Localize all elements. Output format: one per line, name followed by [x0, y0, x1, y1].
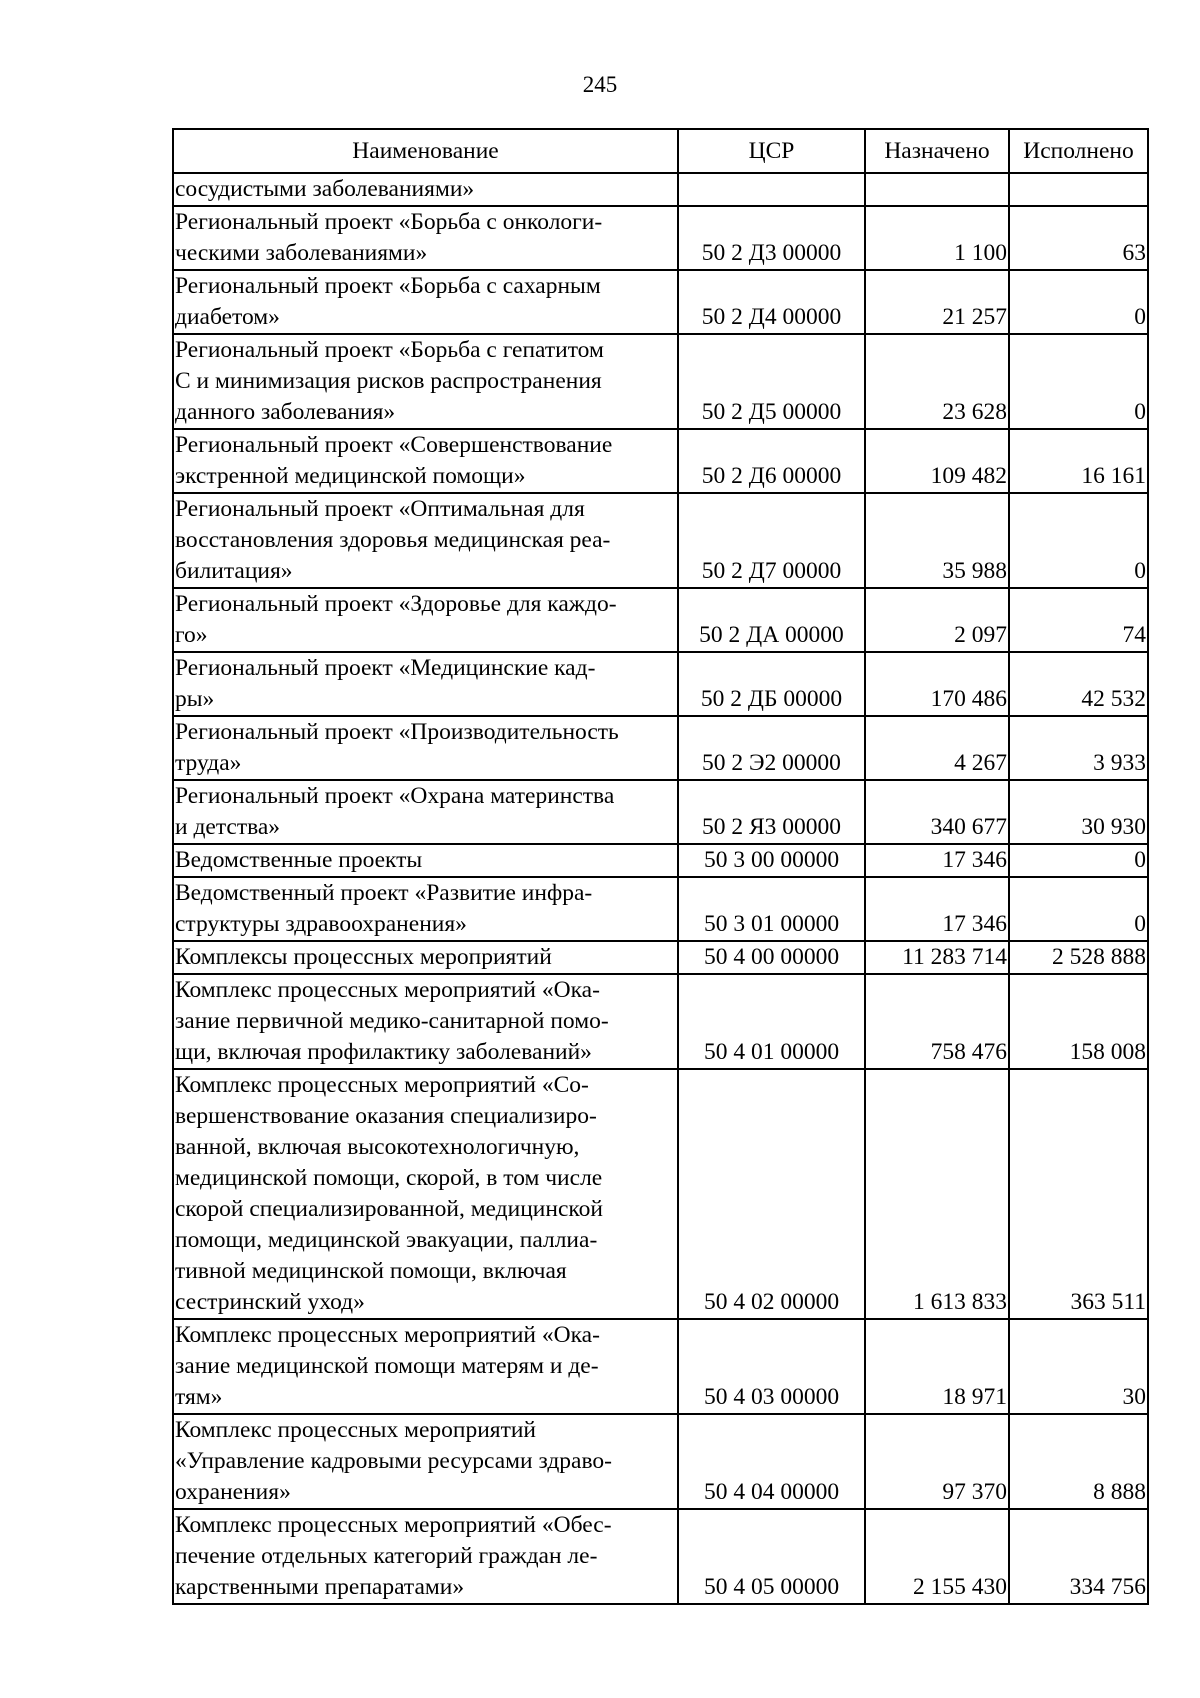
- table-row: [173, 1509, 1148, 1604]
- row-executed-cell: 74: [1009, 588, 1148, 652]
- row-assigned-cell: 2 097: [865, 588, 1009, 652]
- table-row: [173, 941, 1148, 974]
- table-row: [173, 1319, 1148, 1414]
- row-csr-cell: 50 2 Д7 00000: [678, 493, 865, 588]
- row-csr-cell: 50 2 Я3 00000: [678, 780, 865, 844]
- row-assigned-cell: 758 476: [865, 974, 1009, 1069]
- row-executed-cell: 42 532: [1009, 652, 1148, 716]
- row-csr-cell: 50 4 03 00000: [678, 1319, 865, 1414]
- row-assigned-cell: 18 971: [865, 1319, 1009, 1414]
- row-executed-cell: 0: [1009, 844, 1148, 877]
- row-csr-cell: 50 2 ДА 00000: [678, 588, 865, 652]
- row-name-cell: Региональный проект «Здоровье для каждо- го»: [173, 588, 678, 652]
- row-executed-cell: 0: [1009, 877, 1148, 941]
- table-row: [173, 173, 1148, 206]
- row-name-cell: Региональный проект «Оптимальная для восстановления здоровья медицинская реа- билитация»: [173, 493, 678, 588]
- row-executed-cell: 63: [1009, 206, 1148, 270]
- row-csr-cell: 50 4 05 00000: [678, 1509, 865, 1604]
- row-executed-cell: [1009, 173, 1148, 206]
- table-row: [173, 716, 1148, 780]
- table-row: [173, 270, 1148, 334]
- row-executed-cell: 3 933: [1009, 716, 1148, 780]
- row-executed-cell: 158 008: [1009, 974, 1148, 1069]
- row-name-cell: Комплекс процессных мероприятий «Обес- печение отдельных категорий граждан ле- карственными препаратами»: [173, 1509, 678, 1604]
- row-executed-cell: 16 161: [1009, 429, 1148, 493]
- row-assigned-cell: 21 257: [865, 270, 1009, 334]
- row-name-cell: Комплекс процессных мероприятий «Ока- зание первичной медико-санитарной помо- щи, включая профилактику заболеваний»: [173, 974, 678, 1069]
- header-assigned: Назначено: [865, 129, 1009, 173]
- row-assigned-cell: 1 613 833: [865, 1069, 1009, 1319]
- table-row: [173, 974, 1148, 1069]
- budget-table: [172, 128, 1149, 1605]
- header-name: Наименование: [173, 129, 678, 173]
- row-assigned-cell: 1 100: [865, 206, 1009, 270]
- table-row: [173, 877, 1148, 941]
- row-csr-cell: 50 2 Э2 00000: [678, 716, 865, 780]
- row-executed-cell: 30 930: [1009, 780, 1148, 844]
- row-executed-cell: 363 511: [1009, 1069, 1148, 1319]
- row-csr-cell: 50 2 ДБ 00000: [678, 652, 865, 716]
- row-assigned-cell: 4 267: [865, 716, 1009, 780]
- row-name-cell: Региональный проект «Совершенствование экстренной медицинской помощи»: [173, 429, 678, 493]
- table-row: [173, 652, 1148, 716]
- row-name-cell: Региональный проект «Борьба с онкологи- ческими заболеваниями»: [173, 206, 678, 270]
- row-name-cell: Региональный проект «Производительность труда»: [173, 716, 678, 780]
- row-name-cell: Ведомственные проекты: [173, 844, 678, 877]
- row-name-cell: Региональный проект «Охрана материнства и детства»: [173, 780, 678, 844]
- table-row: [173, 429, 1148, 493]
- row-assigned-cell: 2 155 430: [865, 1509, 1009, 1604]
- row-executed-cell: 0: [1009, 270, 1148, 334]
- header-executed: Исполнено: [1009, 129, 1148, 173]
- row-csr-cell: 50 2 Д5 00000: [678, 334, 865, 429]
- row-executed-cell: 0: [1009, 334, 1148, 429]
- row-executed-cell: 30: [1009, 1319, 1148, 1414]
- row-executed-cell: 0: [1009, 493, 1148, 588]
- row-name-cell: Региональный проект «Борьба с сахарным диабетом»: [173, 270, 678, 334]
- table-body: [173, 173, 1148, 1604]
- row-csr-cell: 50 4 04 00000: [678, 1414, 865, 1509]
- row-csr-cell: 50 2 Д3 00000: [678, 206, 865, 270]
- row-csr-cell: 50 4 01 00000: [678, 974, 865, 1069]
- row-name-cell: сосудистыми заболеваниями»: [173, 173, 678, 206]
- row-csr-cell: 50 4 02 00000: [678, 1069, 865, 1319]
- row-name-cell: Ведомственный проект «Развитие инфра- структуры здравоохранения»: [173, 877, 678, 941]
- table-row: [173, 334, 1148, 429]
- table-row: [173, 844, 1148, 877]
- row-csr-cell: 50 2 Д4 00000: [678, 270, 865, 334]
- row-csr-cell: 50 2 Д6 00000: [678, 429, 865, 493]
- row-assigned-cell: 11 283 714: [865, 941, 1009, 974]
- row-assigned-cell: 35 988: [865, 493, 1009, 588]
- row-assigned-cell: 17 346: [865, 877, 1009, 941]
- row-assigned-cell: 109 482: [865, 429, 1009, 493]
- row-name-cell: Региональный проект «Медицинские кад- ры»: [173, 652, 678, 716]
- row-executed-cell: 334 756: [1009, 1509, 1148, 1604]
- row-name-cell: Комплекс процессных мероприятий «Со- вершенствование оказания специализиро- ванной, включая высокотехнологичную, медицинской помощи, скорой, в том числе скорой специализированной, медицинской помощи, медицинской эвакуации, паллиа- тивной медицинской помощи, включая сестринский уход»: [173, 1069, 678, 1319]
- row-csr-cell: 50 3 01 00000: [678, 877, 865, 941]
- row-assigned-cell: 23 628: [865, 334, 1009, 429]
- row-assigned-cell: 340 677: [865, 780, 1009, 844]
- row-assigned-cell: 97 370: [865, 1414, 1009, 1509]
- row-assigned-cell: [865, 173, 1009, 206]
- page-number: 245: [582, 72, 618, 97]
- row-csr-cell: 50 4 00 00000: [678, 941, 865, 974]
- table-row: [173, 1069, 1148, 1319]
- row-executed-cell: 8 888: [1009, 1414, 1148, 1509]
- table-row: [173, 588, 1148, 652]
- row-name-cell: Комплексы процессных мероприятий: [173, 941, 678, 974]
- row-name-cell: Комплекс процессных мероприятий «Ока- зание медицинской помощи матерям и де- тям»: [173, 1319, 678, 1414]
- row-assigned-cell: 17 346: [865, 844, 1009, 877]
- row-executed-cell: 2 528 888: [1009, 941, 1148, 974]
- row-csr-cell: [678, 173, 865, 206]
- table-row: [173, 780, 1148, 844]
- row-name-cell: Региональный проект «Борьба с гепатитом С и минимизация рисков распространения данного заболевания»: [173, 334, 678, 429]
- table-header-row: [173, 129, 1148, 173]
- header-csr: ЦСР: [678, 129, 865, 173]
- table-row: [173, 206, 1148, 270]
- row-name-cell: Комплекс процессных мероприятий «Управление кадровыми ресурсами здраво- охранения»: [173, 1414, 678, 1509]
- table-row: [173, 493, 1148, 588]
- table-row: [173, 1414, 1148, 1509]
- row-assigned-cell: 170 486: [865, 652, 1009, 716]
- row-csr-cell: 50 3 00 00000: [678, 844, 865, 877]
